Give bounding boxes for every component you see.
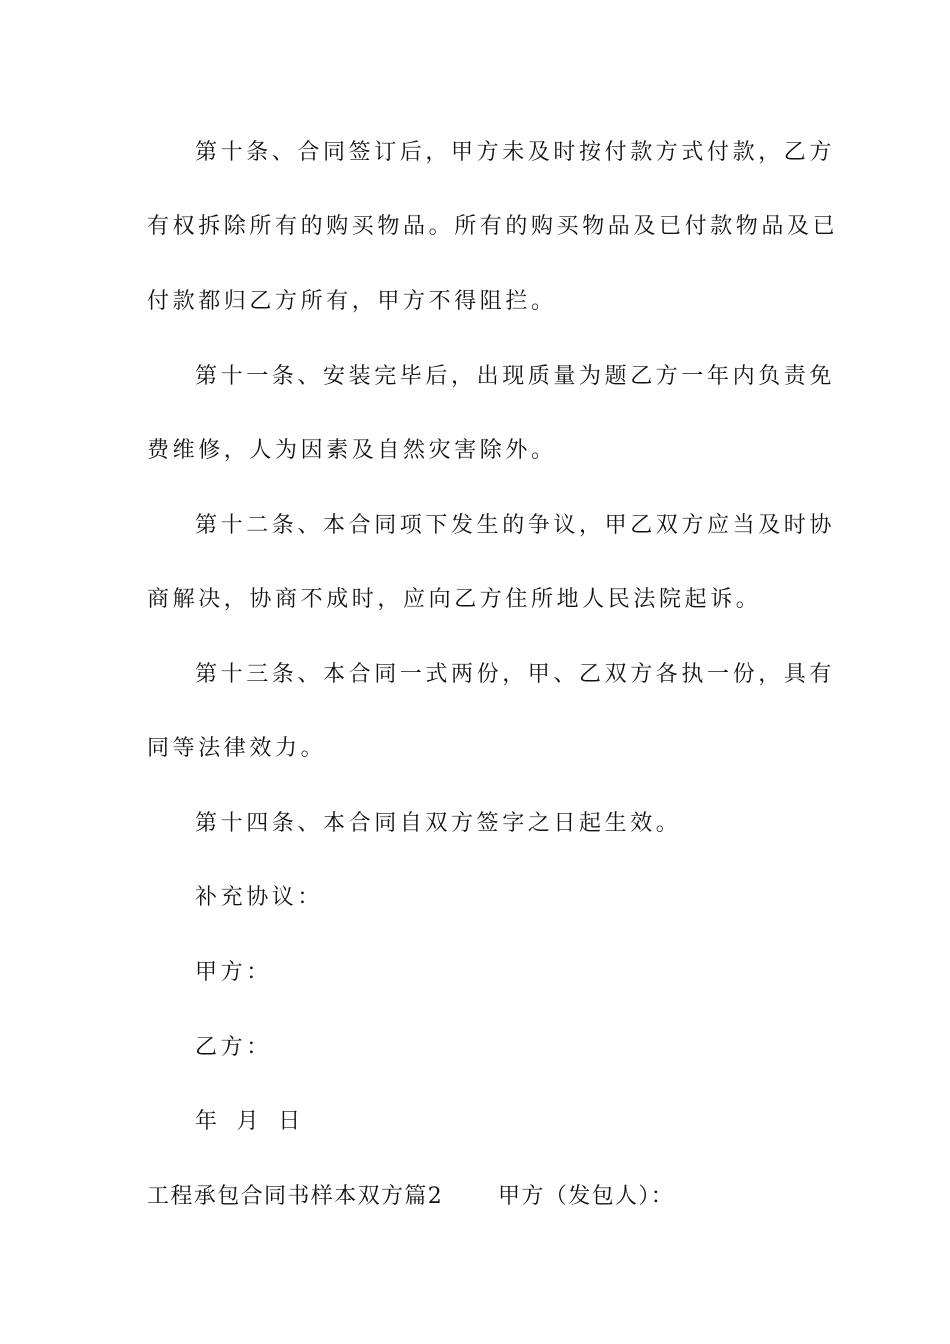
next-section-party: 甲方（发包人）： [498,1184,675,1209]
supplement-label: 补充协议： [195,885,324,910]
article-11-line-2: 费维修，人为因素及自然灾害除外。 [147,438,557,463]
article-10-line-1: 第十条、合同签订后，甲方未及时按付款方式付款，乙方 [195,140,836,165]
date-row [195,1107,304,1137]
date-month: 月 [236,1109,263,1134]
article-14-line-1: 第十四条、本合同自双方签字之日起生效。 [195,811,682,836]
article-13-line-1: 第十三条、本合同一式两份，甲、乙双方各执一份，具有 [195,662,836,687]
article-10-line-3: 付款都归乙方所有，甲方不得阻拦。 [147,289,557,314]
article-12-line-2: 商解决，协商不成时，应向乙方住所地人民法院起诉。 [147,587,762,612]
party-b-label: 乙方： [195,1035,272,1060]
article-11-line-1: 第十一条、安装完毕后，出现质量为题乙方一年内负责免 [195,364,836,389]
date-year: 年 [195,1109,221,1134]
article-12-line-1: 第十二条、本合同项下发生的争议，甲乙双方应当及时协 [195,513,836,538]
party-a-label: 甲方： [195,960,272,985]
article-10-line-2: 有权拆除所有的购买物品。所有的购买物品及已付款物品及已 [147,214,839,239]
next-section-title: 工程承包合同书样本双方篇2 [147,1184,444,1209]
date-day: 日 [278,1109,304,1134]
article-13-line-2: 同等法律效力。 [147,736,327,761]
